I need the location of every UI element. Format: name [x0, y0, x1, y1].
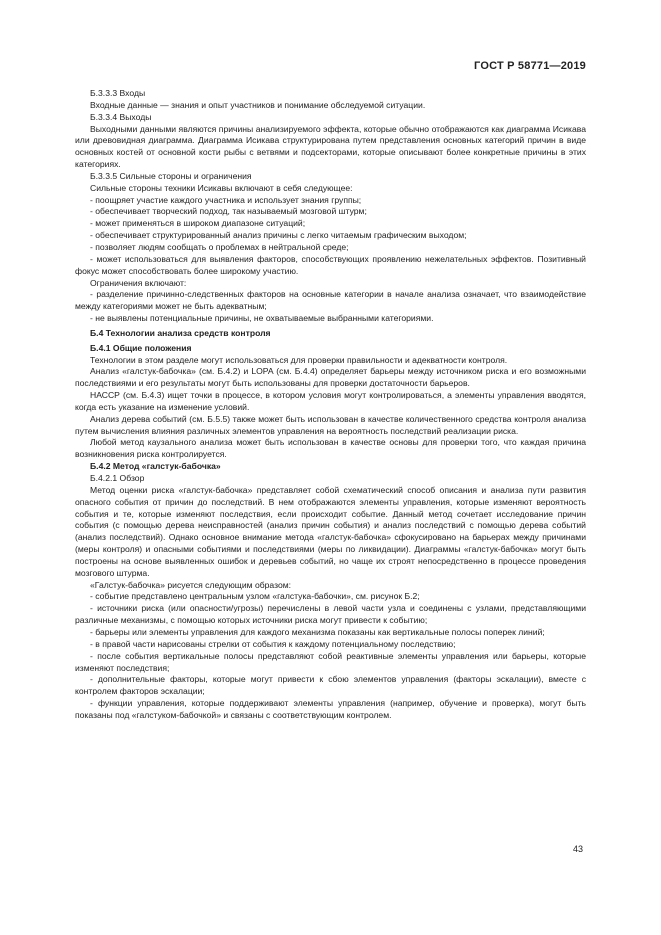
page-body — [75, 88, 586, 722]
page-number: 43 — [572, 844, 583, 854]
paragraph: Анализ дерева событий (см. Б.5.5) также может быть использован в качестве количественного средства контроля анализа путем вычисления влияния различных элементов управления на вероятность последствий реализации риска. — [75, 413, 586, 436]
paragraph: Технологии в этом разделе могут использоваться для проверки правильности и адекватности контроля. — [90, 354, 508, 365]
list-item: - дополнительные факторы, которые могут привести к сбою элементов управления (факторы эскалации), вместе с контролем факторов эскалации; — [75, 674, 586, 697]
list-item: - в правой части нарисованы стрелки от события к каждому потенциальному последствию; — [90, 638, 456, 649]
paragraph: НАССР (см. Б.4.3) ищет точки в процессе, в котором условия могут контролироваться, а элементы управления вводятся, когда есть указание на изменение условий. — [75, 390, 586, 412]
paragraph: Любой метод каузального анализа может быть использован в качестве основы для проверки того, что каждая причина возникновения риска контролируется. — [75, 437, 586, 460]
list-item: - событие представлено центральным узлом «галстука-бабочки», см. рисунок Б.2; — [90, 591, 420, 602]
list-item: - обеспечивает структурированный анализ причины с легко читаемым графическим выходом; — [90, 230, 467, 241]
list-item: - разделение причинно-следственных факторов на основные категории в начале анализа означает, что взаимодействие между категориями может не быть адекватным; — [75, 289, 586, 312]
list-item: - источники риска (или опасности/угрозы) перечислены в левой части узла и соединены с узлами, представляющими различные механизмы, с помощью которых источники риска могут привести к событию; — [75, 603, 586, 626]
list-item: - позволяет людям сообщать о проблемах в нейтральной среде; — [90, 241, 349, 252]
paragraph: Сильные стороны техники Исикавы включают в себя следующее: — [90, 182, 353, 193]
list-item: - обеспечивает творческий подход, так называемый мозговой штурм; — [90, 206, 367, 217]
paragraph: Ограничения включают: — [90, 277, 187, 288]
list-item: - барьеры или элементы управления для каждого механизма показаны как вертикальные полосы поперек линий; — [90, 626, 545, 637]
list-item: - может применяться в широком диапазоне ситуаций; — [90, 218, 306, 229]
subsection-heading-overview: Б.4.2.1 Обзор — [90, 473, 145, 483]
list-item: - после события вертикальные полосы представляют собой реактивные элементы управления или барьеры, которые изменяют последствия; — [75, 650, 586, 673]
subsection-heading-inputs: Б.3.3.3 Входы — [90, 88, 146, 98]
list-item: - поощряет участие каждого участника и использует знания группы; — [90, 194, 362, 205]
subsection-heading-outputs: Б.3.3.4 Выходы — [90, 111, 152, 122]
paragraph: Выходными данными являются причины анализируемого эффекта, которые обычно отображаются как диаграмма Исикава или древовидная диаграмма. Диаграмма Исикава структурирована путем представления основных категорий причин в виде основных костей от основной кости рыбы с ветвями и подсекторами, которые описывают более конкретные причины в этих категориях. — [75, 123, 586, 170]
list-item: - может использоваться для выявления факторов, способствующих проявлению нежелательных эффектов. Позитивный фокус может способствовать более широкому участию. — [75, 253, 586, 276]
document-id-header: ГОСТ Р 58771—2019 — [474, 60, 586, 72]
paragraph: Метод оценки риска «галстук-бабочка» представляет собой схематический способ описания и анализа пути развития опасного события от причин до последствий. В нем отображаются элементы управления, которые изменяют вероятность события и те, которые изменяют последствия, если происходит событие. Данный метод сочетает исследование причин события (с помощью дерева неисправностей (анализ причин события) и анализ последствий с помощью дерева событий (анализ последствий). Однако основное внимание метода «галстук-бабочка» сфокусировано на барьерах между причинами (меры контроля) и опасными событиями и последствиями (меры по ликвидации). Диаграммы «галстук-бабочка» могут быть построены на основе выявленных ошибок и деревьев событий, но чаще их строят непосредственно в процессе проведения мозгового штурма. — [75, 484, 586, 578]
paragraph: Анализ «галстук-бабочка» (см. Б.4.2) и LOPA (см. Б.4.4) определяет барьеры между источником риска и его возможными последствиями и его результаты могут быть использованы для проверки достаточности барьеров. — [75, 366, 586, 389]
list-item: - не выявлены потенциальные причины, не охватываемые выбранными категориями. — [90, 313, 434, 324]
section-heading-b41: Б.4.1 Общие положения — [90, 342, 192, 353]
section-heading-b42: Б.4.2 Метод «галстук-бабочка» — [90, 461, 221, 472]
subsection-heading-strengths: Б.3.3.5 Сильные стороны и ограничения — [90, 170, 252, 181]
paragraph: «Галстук-бабочка» рисуется следующим образом: — [90, 579, 292, 590]
list-item: - функции управления, которые поддерживают элементы управления (например, обучение и проверка), могут быть показаны под «галстуком-бабочкой» и связаны с соответствующим контролем. — [75, 698, 586, 720]
section-heading-b4: Б.4 Технологии анализа средств контроля — [90, 327, 271, 338]
paragraph: Входные данные — знания и опыт участников и понимание обследуемой ситуации. — [90, 99, 426, 110]
